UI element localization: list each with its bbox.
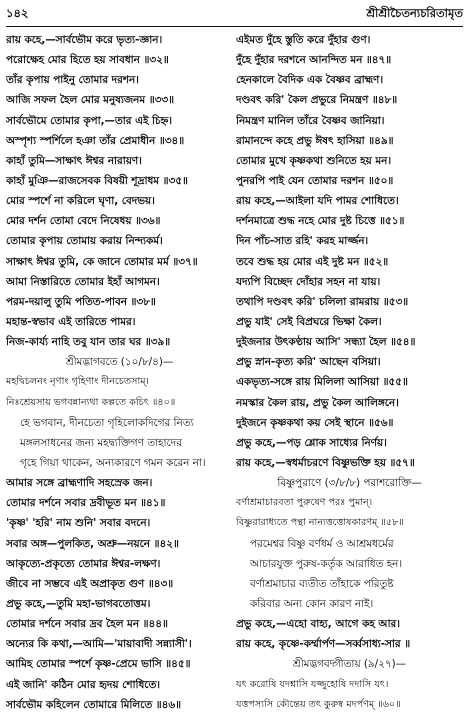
right-verse-line: হেনকালে বৈদিক এক বৈষ্ণব ব্রাহ্মণ। <box>236 74 384 87</box>
left-verse-line: আমিহ তোমার স্পর্শে কৃষ্ণ-প্রেমে ভাসি ॥৪৫॥ <box>6 658 191 671</box>
right-verse-line: রামানন্দে কহে প্রভু ঈষৎ হাসিয়া ॥৪৯॥ <box>236 134 394 147</box>
header-rule <box>6 26 463 27</box>
right-verse-line: প্রভু যাই' সেই বিপ্রঘরে ভিক্ষা কৈল। <box>236 315 382 328</box>
left-verse-line: রায় কহে,—সার্বভৌম করে ভৃত্য-জ্ঞান। <box>6 34 163 46</box>
right-small-line: বর্ণাশ্রমাচারবতা পুরুষেণ পরঃ পুমান্। <box>236 497 373 509</box>
left-indent-line: মঙ্গলসাধনের জন্য মহদ্ব্যক্তিগণ তাহাদের <box>20 436 182 449</box>
right-center-line: বিষ্ণুপুরাণে (৩/৮/৮) পরাশরোক্তি— <box>277 477 422 490</box>
right-verse-line: পুনরপি পাই যেন তোমার দরশন ॥৫০॥ <box>236 174 394 187</box>
left-verse-line: জীবে না সম্ভবে এই অপ্রাকৃত গুণ ॥৪৩॥ <box>6 577 174 590</box>
right-verse-line: প্রভু স্নান-কৃত্য করি' আছেন বসিয়া। <box>236 356 381 369</box>
left-small-line: নিঃশ্রেয়সায় ভগবন্নান্যথা কল্পতে কচিৎ ॥৪০॥ <box>6 396 176 408</box>
right-verse-line: নিমন্ত্রণ মানিল তাঁরে বৈষ্ণব জানিয়া। <box>236 114 385 127</box>
right-verse-line: তবে শুদ্ধ হয় মোর এই দুষ্ট মন ॥৫২॥ <box>236 255 389 268</box>
left-verse-line: মহান্ত-স্বভাব এই তারিতে পামর। <box>6 315 136 328</box>
right-column <box>236 30 463 715</box>
left-verse-line: নিজ-কার্য্য নাহি তবু যান তার ঘর ॥৩৯॥ <box>6 336 171 349</box>
left-center-line: শ্রীমদ্ভাগবতে (১০/৮/৪)— <box>65 356 174 369</box>
right-verse-line: দুঁহে দুঁহার দরশনে আনন্দিত মন ॥৪৭॥ <box>236 54 392 67</box>
right-small-line: বিষ্ণুরারাধ্যতে পন্থা নান্যত্তত্তোষকারণম্ ॥৫৮॥ <box>236 517 404 529</box>
left-verse-line: সার্বভৌমে তোমার কৃপা,—তার এই চিহ্ন। <box>6 114 173 127</box>
right-indent-line: আচারযুক্ত পুরুষ-কর্তৃক আরাধিত হন। <box>250 557 403 570</box>
left-verse-line: মোর স্পর্শে না করিলে ঘৃণা, বেদভয়। <box>6 195 155 208</box>
right-verse-line: দণ্ডবৎ করি' কৈল প্রভুরে নিমন্ত্রণ ॥৪৮॥ <box>236 94 398 107</box>
left-verse-line: তোমার দর্শনে সবার দ্রবীভূত মন ॥৪১॥ <box>6 497 166 510</box>
left-verse-line: তোমার কৃপায় তোমায় করায় নিন্দ্যকর্ম। <box>6 235 163 248</box>
left-verse-line: তাঁর কৃপায় পাইনু তোমার দরশন। <box>6 74 139 87</box>
right-verse-line: নমস্কার কৈল রায়, প্রভু কৈল আলিঙ্গনে। <box>236 396 399 409</box>
right-verse-line: এইমত দুঁহে স্তুতি করে দুঁহার গুণ। <box>236 34 371 46</box>
left-verse-line: 'কৃষ্ণ' 'হরি' নাম শুনি' সবার বদনে। <box>6 517 151 530</box>
text-columns <box>6 30 463 715</box>
left-verse-line: পরোক্ষেহ মোর হিতে হয় সাবধান ॥৩২॥ <box>6 54 169 67</box>
left-verse-line: আমা নিস্তারিতে তোমার ইহাঁ আগমন। <box>6 275 160 288</box>
running-title: শ্রীশ্রীচৈতন্যচরিতামৃত <box>366 6 463 20</box>
left-small-line: মহদ্বিচলনং নৃণাং গৃহিণাং দীনচেতসাম্। <box>6 376 149 388</box>
left-verse-line: আমার সঙ্গে ব্রাহ্মণাদি সহস্রেক জন। <box>6 477 153 490</box>
left-indent-line: হে ভগবান, দীনচেতা গৃহিলোকদিগের নিত্য <box>20 416 194 429</box>
right-verse-line: তোমার মুখে কৃষ্ণকথা শুনিতে হয় মন। <box>236 154 392 167</box>
right-small-line: যত্তপস্যসি কৌন্তেয় তৎ কুরুষ্ব মদর্পণম্ ॥৬০॥ <box>236 698 401 710</box>
left-verse-line: সার্বভৌম কহিলেন তোমারে মিলিতে ॥৪৬॥ <box>6 698 181 711</box>
left-verse-line: প্রভু কহে,—তুমি মহা-ভাগবতোত্তম। <box>6 597 151 610</box>
right-verse-line: প্রভু কহে,—পড় শ্লোক সাধ্যের নির্ণয়। <box>236 436 387 449</box>
left-verse-line: সাক্ষাৎ ঈশ্বর তুমি, কে জানে তোমার মর্ম ॥৩৭॥ <box>6 255 198 268</box>
left-column <box>6 30 233 715</box>
right-verse-line: দুইজনার উৎকণ্ঠায় আসি' সন্ধ্যা হৈল ॥৫৪॥ <box>236 336 416 349</box>
right-verse-line: রায় কহে, কৃষ্ণে-কর্ম্মার্পণ—সর্ব্বসাধ্য-সার ॥ <box>236 638 411 651</box>
right-verse-line: দুইজনে কৃষ্ণকথা কয় সেই স্থানে ॥৫৬॥ <box>236 416 394 429</box>
right-verse-line: একভৃত্য-সঙ্গে রায় মিলিলা আসিয়া ॥৫৫॥ <box>236 376 408 389</box>
left-verse-line: তোমার দর্শনে সবার দ্রব হৈল মন ॥৪৪॥ <box>6 618 168 631</box>
page-header <box>6 4 463 24</box>
right-verse-line: প্রভু কহে,—এহো বাহ্য, আগে কহ আর। <box>236 618 400 631</box>
left-indent-line: গৃহে গিয়া থাকেন, অন্যকারণে গমন করেন না। <box>20 456 206 469</box>
left-verse-line: কাহাঁ মুঞি—রাজসেবক বিষয়ী শূদ্রাধম ॥৩৫॥ <box>6 174 188 187</box>
right-verse-line: দর্শনমাত্রে শুদ্ধ নহে মোর দুষ্ট চিত্তে ॥৫১॥ <box>236 215 405 228</box>
left-verse-line: অস্পৃশ্য স্পর্শিলে হঞা তাঁর প্রেমাধীন ॥৩৪॥ <box>6 134 185 147</box>
page-number: ১৪২ <box>6 6 29 20</box>
right-verse-line: রায় কহে,—আইলা যদি পামর শোধিতে। <box>236 195 399 208</box>
right-indent-line: পরমেশ্বর বিষ্ণু বর্ণধর্ম ও আশ্রমধর্মের <box>250 537 394 550</box>
right-indent-line: বর্ণাশ্রমাচার ব্যতীত তাঁহাকে পরিতুষ্ট <box>250 577 394 590</box>
left-verse-line: আকৃত্যে-প্রকৃত্যে তোমার ঈশ্বর-লক্ষণ। <box>6 557 161 570</box>
left-verse-line: কাহাঁ তুমি—সাক্ষাৎ ঈশ্বর নারায়ণ। <box>6 154 142 167</box>
right-center-line: শ্রীমদ্ভগবদ্গীতায় (৯/২৭)— <box>292 658 407 671</box>
right-verse-line: দিন পাঁচ-সাত রহি' করহ মার্জ্জন। <box>236 235 369 248</box>
left-verse-line: আজি সফল হৈল মোর মনুষ্যজনম ॥৩৩॥ <box>6 94 175 107</box>
right-verse-line: তথাপি দণ্ডবৎ করি' চলিলা রামরায় ॥৫৩॥ <box>236 295 409 308</box>
left-verse-line: মোর দর্শন তোমা বেদে নিষেধয় ॥৩৬॥ <box>6 215 161 228</box>
left-verse-line: অন্যের কি কথা,—আমি—'মায়াবাদী সন্ন্যাসী'। <box>6 638 192 651</box>
left-verse-line: সবার অঙ্গ—পুলকিত, অশ্রু—নয়নে ॥৪২॥ <box>6 537 179 550</box>
left-verse-line: পরম-দয়ালু তুমি পতিত-পাবন ॥৩৮॥ <box>6 295 156 308</box>
left-verse-line: এই জানি' কঠিন মোর হৃদয় শোধিতে। <box>6 678 160 691</box>
right-verse-line: রায় কহে,—স্বধর্মাচরণে বিষ্ণুভক্তি হয় ॥৫৭॥ <box>236 456 415 469</box>
right-indent-line: করিবার অন্য কোন কারণ নাই। <box>250 597 374 610</box>
right-verse-line: যদ্যপি বিচ্ছেদ দোঁহার সহন না যায়। <box>236 275 381 288</box>
right-small-line: যৎ করোষি যদশ্নাসি যজ্জুহোষি দদাসি যৎ। <box>236 678 389 690</box>
